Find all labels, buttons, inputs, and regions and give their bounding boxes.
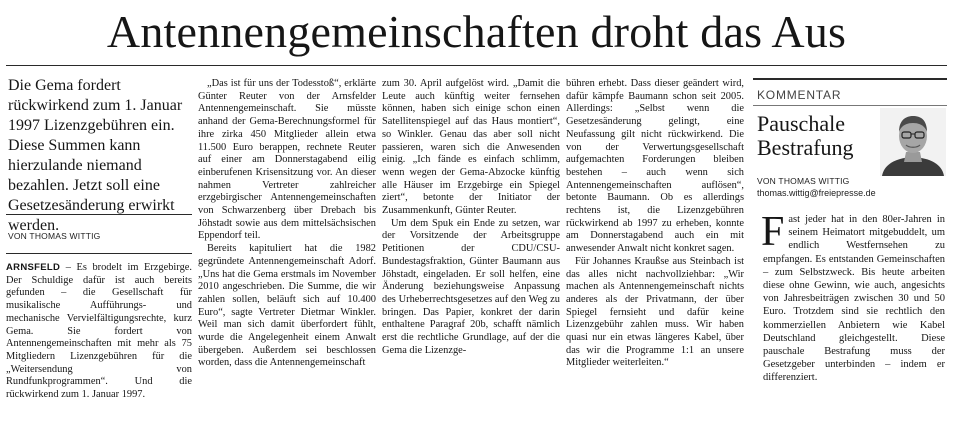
kommentar-top-rule bbox=[753, 78, 947, 80]
kommentar-dropcap: F bbox=[761, 209, 785, 255]
article-column-4 bbox=[566, 78, 744, 370]
article-column-1 bbox=[6, 262, 192, 402]
kommentar-body bbox=[761, 209, 945, 385]
headline: Antennengemeinschaften droht das Aus bbox=[106, 6, 847, 57]
article-col3-p1: zum 30. April aufgelöst wird. „Damit die Leute auch künftig weiter fernsehen können, haben sich einige schon einen Satellitenspiegel auf das Haus montiert“, so Winkler. Genau das aber soll nicht passieren, waren sich die Anwesenden einig. „Ich fände es einfach schlimm, wenn wegen der Gema-Abzocke künftig alle Häuser im Erzgebirge ein Spiegel ziert“, betonte der Initiator der Zusammenkunft, Günter Reuter. bbox=[382, 78, 560, 217]
article-column-3 bbox=[382, 78, 560, 357]
kommentar-label: KOMMENTAR bbox=[757, 88, 842, 102]
kommentar-text: ast jeder hat in den 80er-Jahren in seinem Heimatort mitgebuddelt, um endlich Westfernsehen zu empfangen. Es entstanden Gemeinschaften – zum Selbstzweck. Bis heute arbeiten diese ohne Gewinn, wie auch, angesichts von Jahresbeiträgen zwischen 30 und 50 Euro. Trotzdem sind sie rechtlich den kommerziellen Anbietern wie Kabel Deutschland gleichgestellt. Diese pauschale Bestrafung muss der Gesetzgeber unterbinden – indem er differenziert. bbox=[763, 214, 945, 384]
byline-rule bbox=[6, 253, 192, 254]
kommentar-author: VON THOMAS WITTIG bbox=[757, 176, 850, 186]
article-byline: VON THOMAS WITTIG bbox=[8, 231, 101, 241]
kommentar-email: thomas.wittig@freiepresse.de bbox=[757, 188, 876, 198]
author-portrait bbox=[880, 108, 946, 176]
article-col2-p1: „Das ist für uns der Todesstoß“, erklärte Günter Reuter von der Arnsfelder Antennengemeinschaft. Sie müsste anhand der Gema-Berechnungsformel für ihre zirka 450 Mitglieder allein etwa 11.500 Euro berappen, rechnete Reuter auf einer am Donnerstagabend eilig einberufenen Krisensitzung vor. An dieser nahmen Vertreter zahlreicher erzgebirgischer Antennengemeinschaften von Schwarzenberg über Drebach bis Jöhstadt sowie aus dem mittelsächsischen Eppendorf teil. bbox=[198, 78, 376, 242]
headline-rule bbox=[6, 65, 947, 66]
article-column-2 bbox=[198, 78, 376, 370]
article-col3-p2: Um dem Spuk ein Ende zu setzen, war der Vorsitzende der Arbeitsgruppe Petitionen der CDU/CSU-Bundestagsfraktion, Günter Baumann aus Jöhstadt, eingeladen. Er soll helfen, eine Änderung beziehungsweise Anpassung des Urheberrechtsgesetzes auf den Weg zu bringen. Das Papier, konkret der darin enthaltene Paragraf 20b, schafft nämlich erst die rechtliche Grundlage, auf der die Gema die Lizenzge- bbox=[382, 217, 560, 356]
kommentar-title: Pauschale Bestrafung bbox=[757, 111, 854, 160]
article-col1-text: – Es brodelt im Erzgebirge. Der Schuldige dafür ist auch bereits gefunden – die Gesellschaft für musikalische Aufführungs- und mechanische Vervielfältigungsrechte, kurz Gema. Sie fordert von Antennengemeinschaften mit mehr als 75 Mitgliedern Lizenzgebühren für die „Weitersendung von Rundfunkprogrammen“. Und die rückwirkend zum 1. Januar 1997. bbox=[6, 262, 192, 401]
kommentar-label-rule bbox=[753, 105, 947, 106]
lead-rule bbox=[6, 214, 192, 215]
article-dateline: ARNSFELD bbox=[6, 262, 61, 273]
lead-paragraph: Die Gema fordert rückwirkend zum 1. Januar 1997 Lizenzgebühren ein. Diese Summen kann hierzulande niemand bezahlen. Jetzt soll eine Gesetzesänderung erwirkt werden. bbox=[8, 77, 183, 234]
article-col4-p1: bühren erhebt. Dass dieser geändert wird, dafür kämpfe Baumann schon seit 2005. Allerdings: „Selbst wenn die Gesetzesänderung gelingt, eine Neufassung gilt nicht rückwirkend. Die von der Verwertungsgesellschaft aufgemachten Forderungen bleiben bestehen – auch wenn sich Antennengemeinschaften auflösen“, betonte Baumann. Ob es allerdings rechtens ist, die Lizenzgebühren rückwirkend ab 1997 zu erheben, konnte am Donnerstagabend auch ein mit anwesender Anwalt nicht konkret sagen. bbox=[566, 78, 744, 255]
article-col4-p2: Für Johannes Kraußse aus Steinbach ist das alles nicht nachvollziehbar: „Wir machen als Antennengemeinschaft nichts anderes als der Privatmann, der über Spiegel fernsieht und dafür keine Lizenzgebühr zahlen muss. Wir haben quasi nur ein etwas längeres Kabel, über das wir die Programme 1:1 an unsere Mitglieder weiterleiten.“ bbox=[566, 255, 744, 369]
article-col2-p2: Bereits kapituliert hat die 1982 gegründete Antennengemeinschaft Adorf. „Uns hat die Gema erstmals im November 2010 angeschrieben. Die Summe, die wir zahlen sollen, beläuft sich auf 10.400 Euro“, sagte Vertreter Dietmar Winkler. Weil man sich damit überfordert fühlt, wurde die Angelegenheit einem Anwalt übergeben. Außerdem sei beschlossen worden, dass die Antennengemeinschaft bbox=[198, 243, 376, 369]
